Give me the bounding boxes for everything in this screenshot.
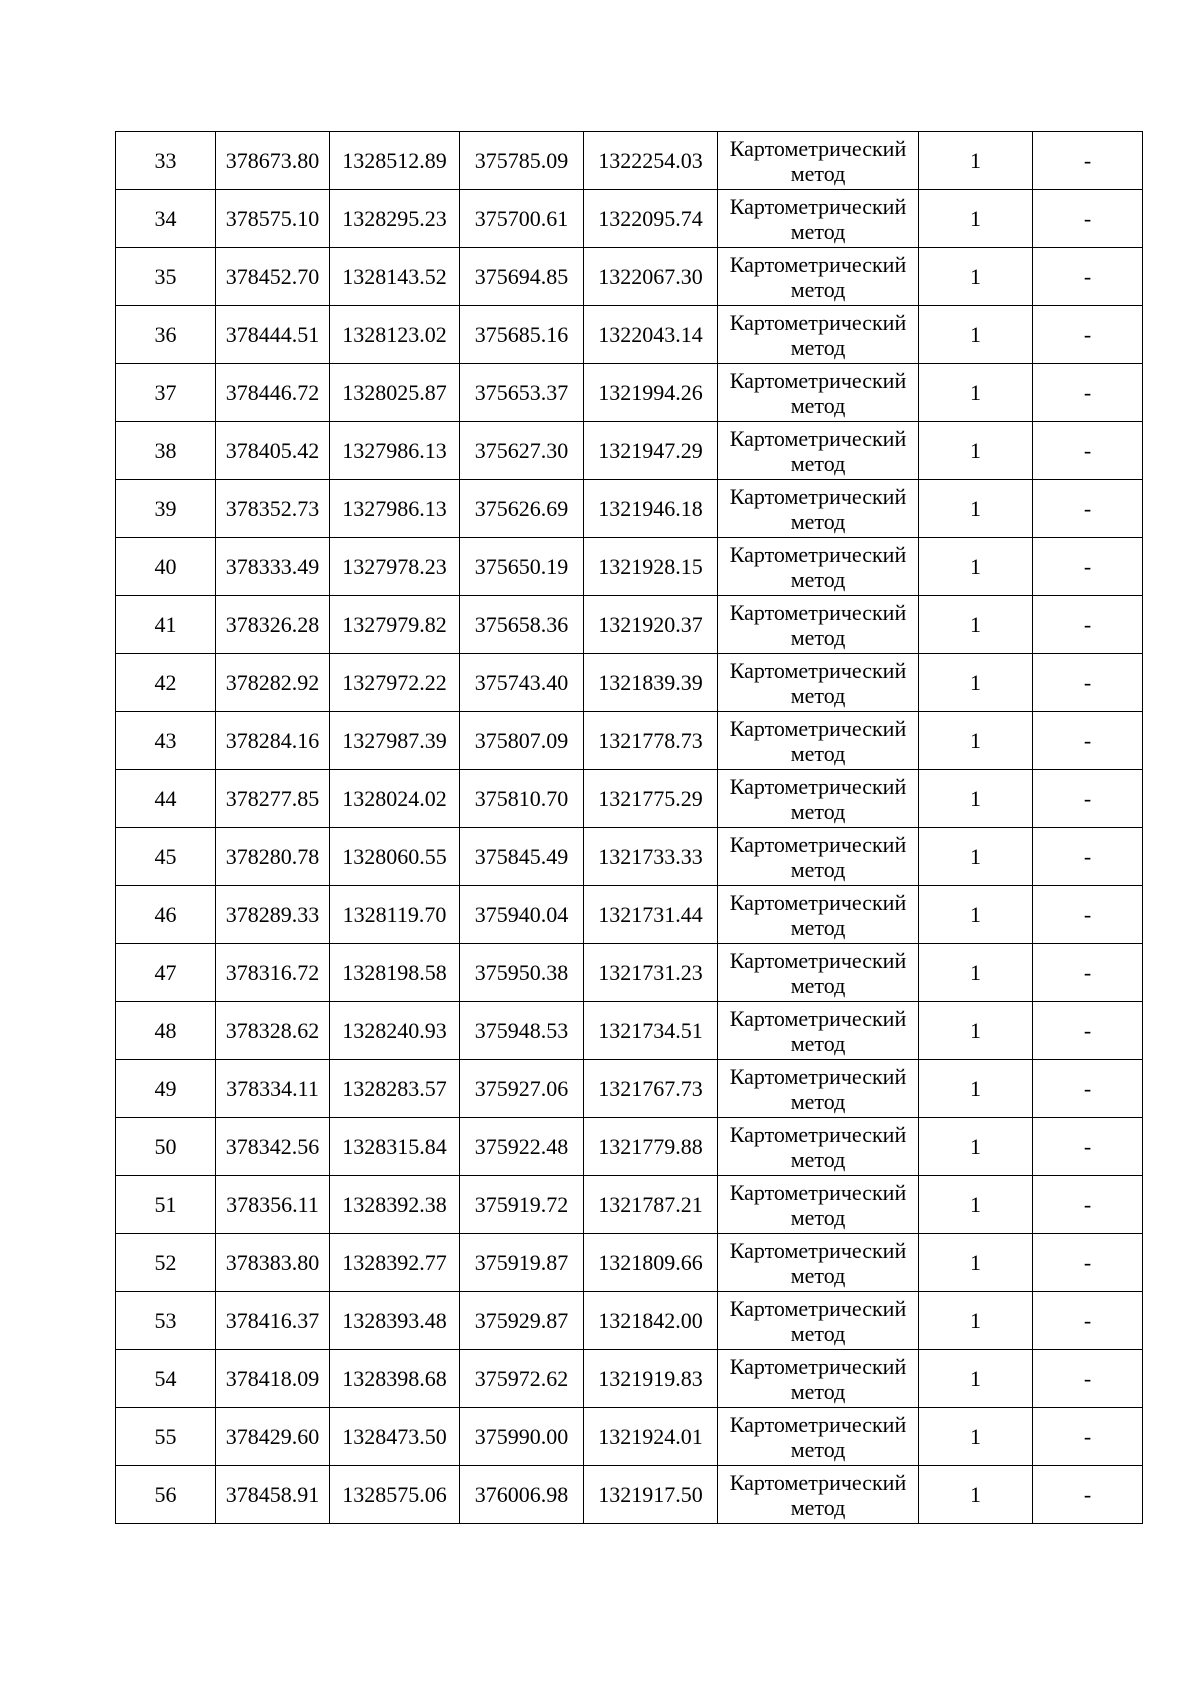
method-line-1: Картометрический — [729, 425, 907, 451]
dash-cell: - — [1033, 1350, 1143, 1408]
point-number-cell: 52 — [116, 1234, 216, 1292]
x-coordinate-cell: 378280.78 — [216, 828, 330, 886]
table-row — [116, 306, 1143, 364]
method-line-1: Картометрический — [729, 1063, 907, 1089]
y2-coordinate-cell: 1321947.29 — [584, 422, 718, 480]
y-coordinate-cell: 1328295.23 — [330, 190, 460, 248]
dash-cell: - — [1033, 712, 1143, 770]
x-coordinate-cell: 378405.42 — [216, 422, 330, 480]
accuracy-cell: 1 — [919, 712, 1033, 770]
y2-coordinate-cell: 1321920.37 — [584, 596, 718, 654]
method-line-2: метод — [790, 856, 846, 882]
method-line-1: Картометрический — [729, 715, 907, 741]
y-coordinate-cell: 1328398.68 — [330, 1350, 460, 1408]
method-line-1: Картометрический — [729, 1295, 907, 1321]
method-line-1: Картометрический — [729, 773, 907, 799]
accuracy-cell: 1 — [919, 1292, 1033, 1350]
y2-coordinate-cell: 1321778.73 — [584, 712, 718, 770]
method-cell — [718, 1002, 919, 1060]
x-coordinate-cell: 378575.10 — [216, 190, 330, 248]
x-coordinate-cell: 378334.11 — [216, 1060, 330, 1118]
x2-coordinate-cell: 375929.87 — [460, 1292, 584, 1350]
method-line-2: метод — [790, 566, 846, 592]
table-row — [116, 422, 1143, 480]
method-line-1: Картометрический — [729, 889, 907, 915]
dash-cell: - — [1033, 190, 1143, 248]
x-coordinate-cell: 378416.37 — [216, 1292, 330, 1350]
y2-coordinate-cell: 1321733.33 — [584, 828, 718, 886]
x-coordinate-cell: 378444.51 — [216, 306, 330, 364]
x-coordinate-cell: 378316.72 — [216, 944, 330, 1002]
table-row — [116, 1118, 1143, 1176]
dash-cell: - — [1033, 1408, 1143, 1466]
point-number-cell: 33 — [116, 132, 216, 190]
x-coordinate-cell: 378277.85 — [216, 770, 330, 828]
x2-coordinate-cell: 375700.61 — [460, 190, 584, 248]
x-coordinate-cell: 378328.62 — [216, 1002, 330, 1060]
table-row — [116, 596, 1143, 654]
method-line-2: метод — [790, 218, 846, 244]
method-line-1: Картометрический — [729, 1353, 907, 1379]
y2-coordinate-cell: 1321734.51 — [584, 1002, 718, 1060]
method-line-2: метод — [790, 798, 846, 824]
table-row — [116, 364, 1143, 422]
method-line-2: метод — [790, 450, 846, 476]
accuracy-cell: 1 — [919, 1060, 1033, 1118]
x2-coordinate-cell: 375694.85 — [460, 248, 584, 306]
method-line-2: метод — [790, 1378, 846, 1404]
point-number-cell: 51 — [116, 1176, 216, 1234]
method-line-1: Картометрический — [729, 1469, 907, 1495]
method-line-2: метод — [790, 1088, 846, 1114]
x2-coordinate-cell: 375845.49 — [460, 828, 584, 886]
accuracy-cell: 1 — [919, 306, 1033, 364]
method-line-1: Картометрический — [729, 135, 907, 161]
x-coordinate-cell: 378673.80 — [216, 132, 330, 190]
x2-coordinate-cell: 375650.19 — [460, 538, 584, 596]
method-cell — [718, 944, 919, 1002]
table-row — [116, 1466, 1143, 1524]
x-coordinate-cell: 378352.73 — [216, 480, 330, 538]
x-coordinate-cell: 378452.70 — [216, 248, 330, 306]
method-line-2: метод — [790, 1204, 846, 1230]
dash-cell: - — [1033, 248, 1143, 306]
method-line-2: метод — [790, 276, 846, 302]
x2-coordinate-cell: 375653.37 — [460, 364, 584, 422]
x2-coordinate-cell: 375807.09 — [460, 712, 584, 770]
x-coordinate-cell: 378284.16 — [216, 712, 330, 770]
accuracy-cell: 1 — [919, 538, 1033, 596]
method-line-2: метод — [790, 160, 846, 186]
y2-coordinate-cell: 1321839.39 — [584, 654, 718, 712]
accuracy-cell: 1 — [919, 364, 1033, 422]
y2-coordinate-cell: 1321809.66 — [584, 1234, 718, 1292]
accuracy-cell: 1 — [919, 654, 1033, 712]
dash-cell: - — [1033, 306, 1143, 364]
accuracy-cell: 1 — [919, 422, 1033, 480]
method-line-2: метод — [790, 334, 846, 360]
x-coordinate-cell: 378342.56 — [216, 1118, 330, 1176]
accuracy-cell: 1 — [919, 828, 1033, 886]
y-coordinate-cell: 1327979.82 — [330, 596, 460, 654]
method-cell — [718, 1292, 919, 1350]
method-cell — [718, 712, 919, 770]
y-coordinate-cell: 1328143.52 — [330, 248, 460, 306]
y2-coordinate-cell: 1322043.14 — [584, 306, 718, 364]
y-coordinate-cell: 1328473.50 — [330, 1408, 460, 1466]
dash-cell: - — [1033, 828, 1143, 886]
x2-coordinate-cell: 375948.53 — [460, 1002, 584, 1060]
table-body — [116, 132, 1143, 1524]
method-line-1: Картометрический — [729, 657, 907, 683]
dash-cell: - — [1033, 944, 1143, 1002]
table-row — [116, 886, 1143, 944]
table-row — [116, 1060, 1143, 1118]
y2-coordinate-cell: 1322067.30 — [584, 248, 718, 306]
y2-coordinate-cell: 1321994.26 — [584, 364, 718, 422]
method-cell — [718, 596, 919, 654]
y-coordinate-cell: 1327972.22 — [330, 654, 460, 712]
dash-cell: - — [1033, 596, 1143, 654]
method-line-1: Картометрический — [729, 541, 907, 567]
y2-coordinate-cell: 1321775.29 — [584, 770, 718, 828]
x-coordinate-cell: 378418.09 — [216, 1350, 330, 1408]
table-row — [116, 1292, 1143, 1350]
y-coordinate-cell: 1328393.48 — [330, 1292, 460, 1350]
y2-coordinate-cell: 1321787.21 — [584, 1176, 718, 1234]
table-row — [116, 538, 1143, 596]
method-cell — [718, 306, 919, 364]
coordinates-table — [115, 131, 1143, 1524]
method-cell — [718, 248, 919, 306]
y-coordinate-cell: 1328392.77 — [330, 1234, 460, 1292]
accuracy-cell: 1 — [919, 248, 1033, 306]
y2-coordinate-cell: 1321928.15 — [584, 538, 718, 596]
table-row — [116, 248, 1143, 306]
table-row — [116, 944, 1143, 1002]
method-line-1: Картометрический — [729, 193, 907, 219]
x2-coordinate-cell: 375785.09 — [460, 132, 584, 190]
method-line-2: метод — [790, 740, 846, 766]
x2-coordinate-cell: 375927.06 — [460, 1060, 584, 1118]
point-number-cell: 47 — [116, 944, 216, 1002]
dash-cell: - — [1033, 1002, 1143, 1060]
x2-coordinate-cell: 375658.36 — [460, 596, 584, 654]
method-line-2: метод — [790, 508, 846, 534]
method-line-1: Картометрический — [729, 309, 907, 335]
x2-coordinate-cell: 375972.62 — [460, 1350, 584, 1408]
dash-cell: - — [1033, 1060, 1143, 1118]
method-cell — [718, 1176, 919, 1234]
method-cell — [718, 364, 919, 422]
table-row — [116, 1176, 1143, 1234]
y-coordinate-cell: 1327978.23 — [330, 538, 460, 596]
table-row — [116, 712, 1143, 770]
table-row — [116, 770, 1143, 828]
y-coordinate-cell: 1328025.87 — [330, 364, 460, 422]
y-coordinate-cell: 1328575.06 — [330, 1466, 460, 1524]
method-line-1: Картометрический — [729, 1411, 907, 1437]
accuracy-cell: 1 — [919, 132, 1033, 190]
table-row — [116, 828, 1143, 886]
point-number-cell: 45 — [116, 828, 216, 886]
method-line-1: Картометрический — [729, 251, 907, 277]
method-line-2: метод — [790, 972, 846, 998]
x2-coordinate-cell: 375940.04 — [460, 886, 584, 944]
dash-cell: - — [1033, 1176, 1143, 1234]
x2-coordinate-cell: 375743.40 — [460, 654, 584, 712]
x-coordinate-cell: 378282.92 — [216, 654, 330, 712]
method-line-1: Картометрический — [729, 599, 907, 625]
point-number-cell: 43 — [116, 712, 216, 770]
dash-cell: - — [1033, 132, 1143, 190]
x-coordinate-cell: 378446.72 — [216, 364, 330, 422]
method-line-2: метод — [790, 392, 846, 418]
x2-coordinate-cell: 375919.87 — [460, 1234, 584, 1292]
x2-coordinate-cell: 375685.16 — [460, 306, 584, 364]
method-line-2: метод — [790, 1146, 846, 1172]
point-number-cell: 48 — [116, 1002, 216, 1060]
table-row — [116, 1234, 1143, 1292]
method-line-2: метод — [790, 1494, 846, 1520]
accuracy-cell: 1 — [919, 190, 1033, 248]
y-coordinate-cell: 1328123.02 — [330, 306, 460, 364]
x2-coordinate-cell: 375922.48 — [460, 1118, 584, 1176]
y2-coordinate-cell: 1321917.50 — [584, 1466, 718, 1524]
table-row — [116, 480, 1143, 538]
point-number-cell: 37 — [116, 364, 216, 422]
method-cell — [718, 1118, 919, 1176]
point-number-cell: 34 — [116, 190, 216, 248]
method-cell — [718, 770, 919, 828]
method-cell — [718, 190, 919, 248]
y2-coordinate-cell: 1321731.44 — [584, 886, 718, 944]
table-row — [116, 1002, 1143, 1060]
x2-coordinate-cell: 375919.72 — [460, 1176, 584, 1234]
method-line-2: метод — [790, 1320, 846, 1346]
point-number-cell: 44 — [116, 770, 216, 828]
dash-cell: - — [1033, 1292, 1143, 1350]
x2-coordinate-cell: 375990.00 — [460, 1408, 584, 1466]
method-cell — [718, 1060, 919, 1118]
y2-coordinate-cell: 1321919.83 — [584, 1350, 718, 1408]
y2-coordinate-cell: 1321946.18 — [584, 480, 718, 538]
method-line-1: Картометрический — [729, 831, 907, 857]
method-cell — [718, 886, 919, 944]
accuracy-cell: 1 — [919, 1118, 1033, 1176]
method-line-1: Картометрический — [729, 367, 907, 393]
y2-coordinate-cell: 1321731.23 — [584, 944, 718, 1002]
dash-cell: - — [1033, 364, 1143, 422]
method-line-1: Картометрический — [729, 1005, 907, 1031]
x-coordinate-cell: 378383.80 — [216, 1234, 330, 1292]
y-coordinate-cell: 1328240.93 — [330, 1002, 460, 1060]
method-cell — [718, 1350, 919, 1408]
method-line-2: метод — [790, 1262, 846, 1288]
point-number-cell: 56 — [116, 1466, 216, 1524]
point-number-cell: 36 — [116, 306, 216, 364]
y-coordinate-cell: 1328392.38 — [330, 1176, 460, 1234]
y2-coordinate-cell: 1321779.88 — [584, 1118, 718, 1176]
method-line-2: метод — [790, 624, 846, 650]
method-line-1: Картометрический — [729, 1179, 907, 1205]
accuracy-cell: 1 — [919, 1234, 1033, 1292]
table-row — [116, 132, 1143, 190]
accuracy-cell: 1 — [919, 1176, 1033, 1234]
y2-coordinate-cell: 1321767.73 — [584, 1060, 718, 1118]
method-cell — [718, 480, 919, 538]
method-cell — [718, 1408, 919, 1466]
table-row — [116, 1408, 1143, 1466]
y-coordinate-cell: 1328315.84 — [330, 1118, 460, 1176]
method-line-2: метод — [790, 682, 846, 708]
accuracy-cell: 1 — [919, 944, 1033, 1002]
accuracy-cell: 1 — [919, 1408, 1033, 1466]
accuracy-cell: 1 — [919, 1350, 1033, 1408]
method-line-2: метод — [790, 914, 846, 940]
x2-coordinate-cell: 375627.30 — [460, 422, 584, 480]
accuracy-cell: 1 — [919, 1466, 1033, 1524]
method-cell — [718, 538, 919, 596]
method-cell — [718, 422, 919, 480]
table-row — [116, 654, 1143, 712]
point-number-cell: 55 — [116, 1408, 216, 1466]
x2-coordinate-cell: 375950.38 — [460, 944, 584, 1002]
accuracy-cell: 1 — [919, 770, 1033, 828]
point-number-cell: 53 — [116, 1292, 216, 1350]
dash-cell: - — [1033, 770, 1143, 828]
accuracy-cell: 1 — [919, 1002, 1033, 1060]
x-coordinate-cell: 378356.11 — [216, 1176, 330, 1234]
y-coordinate-cell: 1328283.57 — [330, 1060, 460, 1118]
method-line-2: метод — [790, 1436, 846, 1462]
y2-coordinate-cell: 1322254.03 — [584, 132, 718, 190]
x-coordinate-cell: 378289.33 — [216, 886, 330, 944]
accuracy-cell: 1 — [919, 886, 1033, 944]
method-cell — [718, 1466, 919, 1524]
method-cell — [718, 132, 919, 190]
method-line-1: Картометрический — [729, 483, 907, 509]
method-line-1: Картометрический — [729, 1237, 907, 1263]
method-cell — [718, 828, 919, 886]
dash-cell: - — [1033, 1118, 1143, 1176]
y-coordinate-cell: 1327986.13 — [330, 422, 460, 480]
point-number-cell: 50 — [116, 1118, 216, 1176]
x-coordinate-cell: 378458.91 — [216, 1466, 330, 1524]
x2-coordinate-cell: 375626.69 — [460, 480, 584, 538]
y-coordinate-cell: 1328512.89 — [330, 132, 460, 190]
table-row — [116, 1350, 1143, 1408]
y-coordinate-cell: 1328024.02 — [330, 770, 460, 828]
point-number-cell: 39 — [116, 480, 216, 538]
point-number-cell: 38 — [116, 422, 216, 480]
point-number-cell: 40 — [116, 538, 216, 596]
method-cell — [718, 1234, 919, 1292]
point-number-cell: 46 — [116, 886, 216, 944]
dash-cell: - — [1033, 886, 1143, 944]
dash-cell: - — [1033, 654, 1143, 712]
accuracy-cell: 1 — [919, 480, 1033, 538]
method-line-1: Картометрический — [729, 947, 907, 973]
x-coordinate-cell: 378333.49 — [216, 538, 330, 596]
dash-cell: - — [1033, 422, 1143, 480]
method-cell — [718, 654, 919, 712]
dash-cell: - — [1033, 1466, 1143, 1524]
y-coordinate-cell: 1327987.39 — [330, 712, 460, 770]
method-line-2: метод — [790, 1030, 846, 1056]
y2-coordinate-cell: 1321924.01 — [584, 1408, 718, 1466]
point-number-cell: 41 — [116, 596, 216, 654]
y-coordinate-cell: 1328119.70 — [330, 886, 460, 944]
dash-cell: - — [1033, 538, 1143, 596]
dash-cell: - — [1033, 1234, 1143, 1292]
y2-coordinate-cell: 1322095.74 — [584, 190, 718, 248]
x2-coordinate-cell: 376006.98 — [460, 1466, 584, 1524]
point-number-cell: 49 — [116, 1060, 216, 1118]
table-row — [116, 190, 1143, 248]
y-coordinate-cell: 1328198.58 — [330, 944, 460, 1002]
point-number-cell: 54 — [116, 1350, 216, 1408]
x-coordinate-cell: 378429.60 — [216, 1408, 330, 1466]
method-line-1: Картометрический — [729, 1121, 907, 1147]
y-coordinate-cell: 1328060.55 — [330, 828, 460, 886]
dash-cell: - — [1033, 480, 1143, 538]
x-coordinate-cell: 378326.28 — [216, 596, 330, 654]
point-number-cell: 35 — [116, 248, 216, 306]
accuracy-cell: 1 — [919, 596, 1033, 654]
y2-coordinate-cell: 1321842.00 — [584, 1292, 718, 1350]
y-coordinate-cell: 1327986.13 — [330, 480, 460, 538]
x2-coordinate-cell: 375810.70 — [460, 770, 584, 828]
point-number-cell: 42 — [116, 654, 216, 712]
